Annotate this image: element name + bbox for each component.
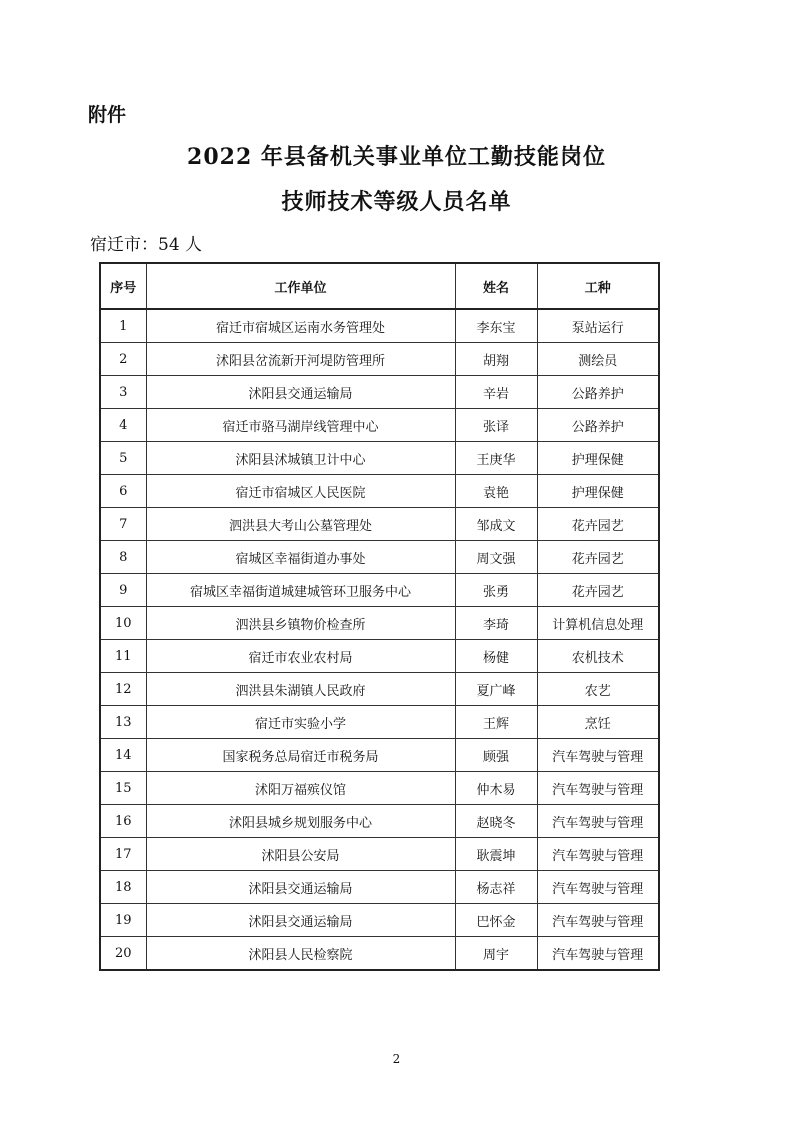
cell-unit: 泗洪县朱湖镇人民政府 [146, 673, 455, 706]
cell-trade: 汽车驾驶与管理 [537, 805, 659, 838]
header-trade: 工种 [537, 263, 659, 309]
cell-unit: 宿迁市宿城区运南水务管理处 [146, 309, 455, 343]
cell-unit: 沭阳县沭城镇卫计中心 [146, 442, 455, 475]
cell-name: 邹成文 [455, 508, 537, 541]
cell-unit: 沭阳县岔流新开河堤防管理所 [146, 343, 455, 376]
table-row [100, 607, 659, 640]
cell-index: 13 [100, 706, 146, 739]
table-row [100, 475, 659, 508]
cell-index: 16 [100, 805, 146, 838]
cell-trade: 测绘员 [537, 343, 659, 376]
cell-unit: 沭阳县公安局 [146, 838, 455, 871]
cell-trade: 汽车驾驶与管理 [537, 904, 659, 937]
cell-unit: 宿城区幸福街道城建城管环卫服务中心 [146, 574, 455, 607]
cell-unit: 沭阳县交通运输局 [146, 871, 455, 904]
cell-trade: 烹饪 [537, 706, 659, 739]
cell-trade: 计算机信息处理 [537, 607, 659, 640]
cell-index: 11 [100, 640, 146, 673]
cell-index: 18 [100, 871, 146, 904]
table-row [100, 673, 659, 706]
table-row [100, 805, 659, 838]
cell-trade: 汽车驾驶与管理 [537, 772, 659, 805]
cell-name: 胡翔 [455, 343, 537, 376]
cell-name: 李琦 [455, 607, 537, 640]
table-row [100, 904, 659, 937]
cell-index: 1 [100, 309, 146, 343]
cell-trade: 汽车驾驶与管理 [537, 871, 659, 904]
region-count-line: 宿迁市：54 人 [90, 235, 203, 255]
cell-unit: 沭阳县人民检察院 [146, 937, 455, 971]
cell-name: 巴怀金 [455, 904, 537, 937]
cell-name: 耿震坤 [455, 838, 537, 871]
cell-unit: 泗洪县乡镇物价检查所 [146, 607, 455, 640]
cell-index: 9 [100, 574, 146, 607]
cell-unit: 宿迁市农业农村局 [146, 640, 455, 673]
page-number: 2 [392, 1052, 401, 1066]
personnel-table [99, 262, 660, 971]
cell-name: 顾强 [455, 739, 537, 772]
document-title-line-1: 2022 年县备机关事业单位工勤技能岗位 [187, 144, 606, 170]
cell-unit: 宿迁市实验小学 [146, 706, 455, 739]
cell-trade: 护理保健 [537, 475, 659, 508]
cell-unit: 泗洪县大考山公墓管理处 [146, 508, 455, 541]
cell-index: 5 [100, 442, 146, 475]
cell-index: 8 [100, 541, 146, 574]
cell-index: 2 [100, 343, 146, 376]
cell-name: 赵晓冬 [455, 805, 537, 838]
table-row [100, 838, 659, 871]
cell-unit: 沭阳县交通运输局 [146, 376, 455, 409]
cell-trade: 花卉园艺 [537, 541, 659, 574]
table-row [100, 739, 659, 772]
cell-unit: 宿迁市宿城区人民医院 [146, 475, 455, 508]
table-row [100, 541, 659, 574]
document-title-line-2: 技师技术等级人员名单 [281, 189, 512, 215]
header-index: 序号 [100, 263, 146, 309]
cell-name: 张勇 [455, 574, 537, 607]
table-row [100, 309, 659, 343]
table-header-row [100, 263, 659, 309]
header-name: 姓名 [455, 263, 537, 309]
table-row [100, 343, 659, 376]
cell-index: 14 [100, 739, 146, 772]
cell-trade: 护理保健 [537, 442, 659, 475]
cell-trade: 泵站运行 [537, 309, 659, 343]
table-body [100, 309, 659, 970]
cell-index: 7 [100, 508, 146, 541]
cell-name: 杨志祥 [455, 871, 537, 904]
cell-index: 20 [100, 937, 146, 971]
cell-unit: 沭阳万福殡仪馆 [146, 772, 455, 805]
cell-trade: 农艺 [537, 673, 659, 706]
table-row [100, 706, 659, 739]
cell-unit: 沭阳县交通运输局 [146, 904, 455, 937]
cell-trade: 花卉园艺 [537, 574, 659, 607]
cell-name: 夏广峰 [455, 673, 537, 706]
cell-index: 3 [100, 376, 146, 409]
cell-name: 张译 [455, 409, 537, 442]
cell-trade: 公路养护 [537, 376, 659, 409]
header-unit: 工作单位 [146, 263, 455, 309]
attachment-label: 附件 [88, 104, 127, 126]
table-row [100, 409, 659, 442]
table-row [100, 442, 659, 475]
table-row [100, 937, 659, 971]
table-row [100, 772, 659, 805]
table-row [100, 508, 659, 541]
cell-trade: 汽车驾驶与管理 [537, 838, 659, 871]
cell-name: 李东宝 [455, 309, 537, 343]
cell-trade: 汽车驾驶与管理 [537, 739, 659, 772]
cell-unit: 国家税务总局宿迁市税务局 [146, 739, 455, 772]
cell-name: 辛岩 [455, 376, 537, 409]
cell-trade: 汽车驾驶与管理 [537, 937, 659, 971]
cell-trade: 农机技术 [537, 640, 659, 673]
cell-index: 10 [100, 607, 146, 640]
cell-index: 4 [100, 409, 146, 442]
cell-unit: 宿迁市骆马湖岸线管理中心 [146, 409, 455, 442]
cell-unit: 沭阳县城乡规划服务中心 [146, 805, 455, 838]
cell-name: 周宇 [455, 937, 537, 971]
cell-trade: 公路养护 [537, 409, 659, 442]
cell-index: 15 [100, 772, 146, 805]
cell-index: 6 [100, 475, 146, 508]
cell-unit: 宿城区幸福街道办事处 [146, 541, 455, 574]
cell-index: 17 [100, 838, 146, 871]
cell-name: 杨健 [455, 640, 537, 673]
cell-name: 王辉 [455, 706, 537, 739]
cell-name: 仲木易 [455, 772, 537, 805]
cell-name: 王庚华 [455, 442, 537, 475]
cell-index: 19 [100, 904, 146, 937]
cell-name: 周文强 [455, 541, 537, 574]
cell-name: 袁艳 [455, 475, 537, 508]
table-row [100, 376, 659, 409]
cell-trade: 花卉园艺 [537, 508, 659, 541]
table-row [100, 574, 659, 607]
table-row [100, 640, 659, 673]
cell-index: 12 [100, 673, 146, 706]
table-row [100, 871, 659, 904]
